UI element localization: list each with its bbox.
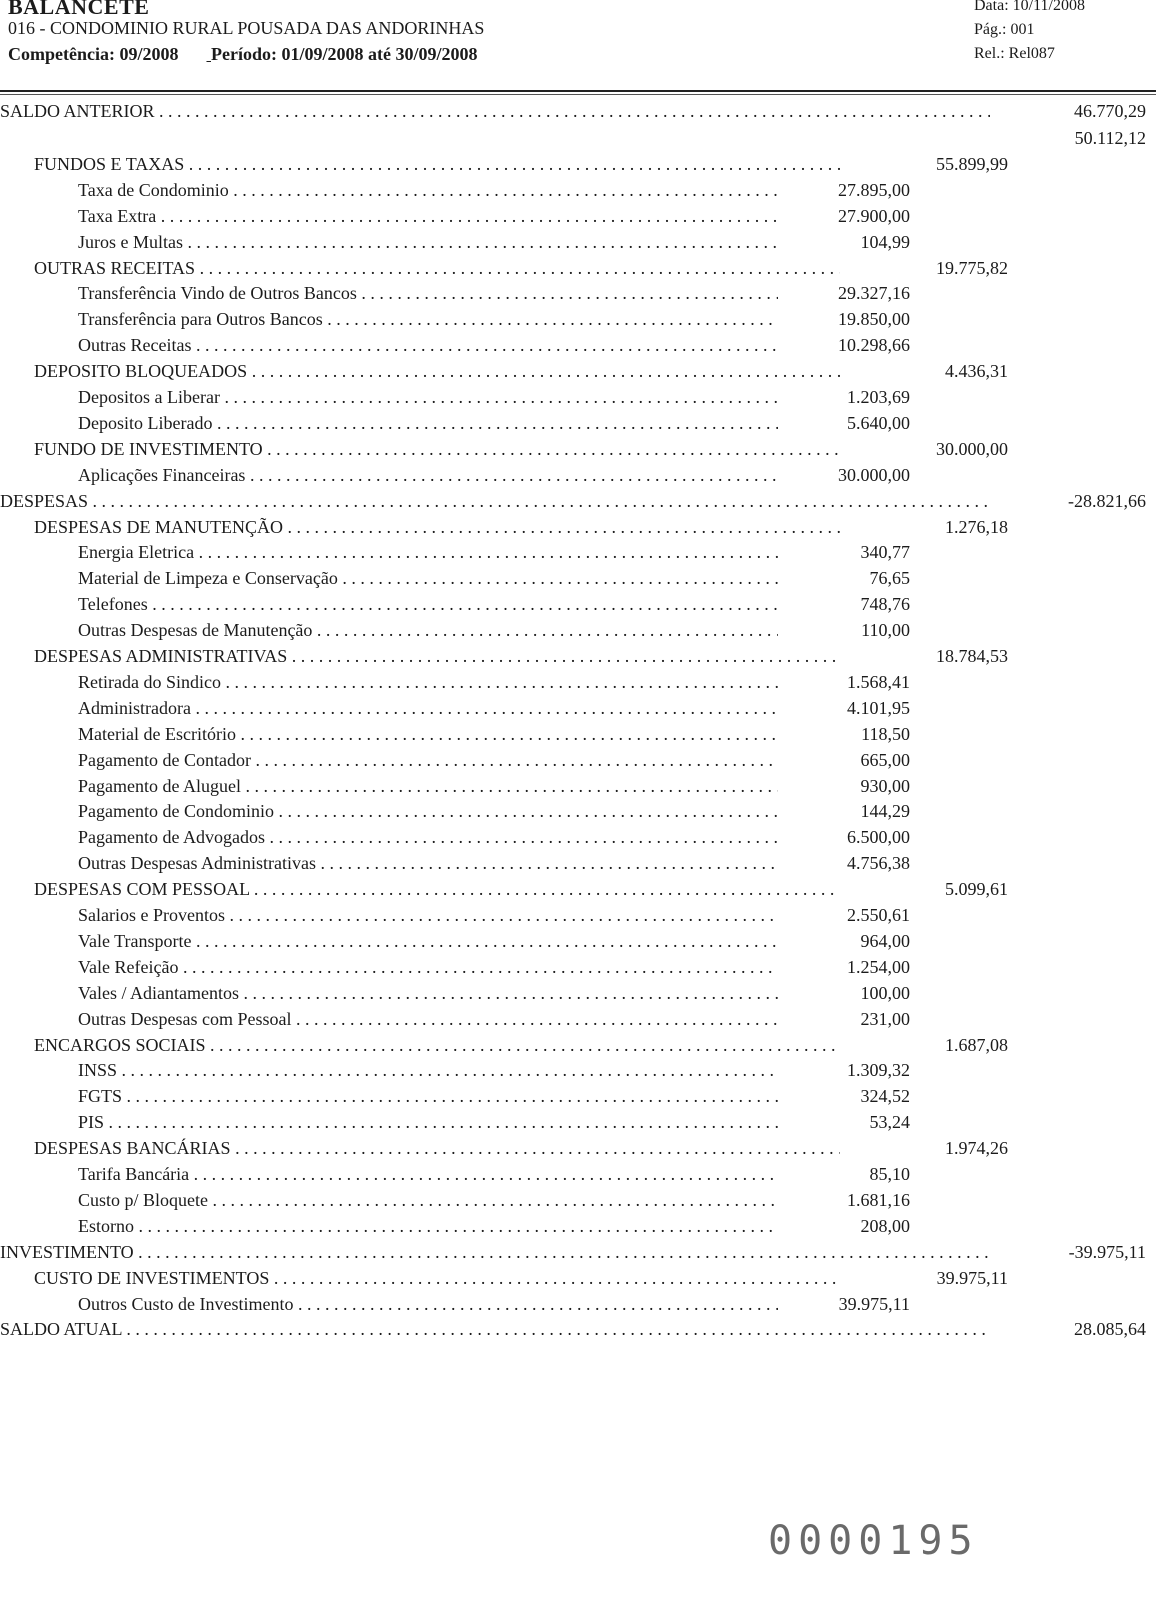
group-row — [0, 436, 1156, 462]
group-row — [0, 1135, 1156, 1161]
group-row — [0, 358, 1156, 384]
account-value: 1.276,18 — [945, 516, 1008, 537]
account-row — [0, 954, 1156, 980]
account-row — [0, 384, 1156, 410]
account-row — [0, 669, 1156, 695]
account-value: 10.298,66 — [838, 335, 910, 356]
account-label: Taxa Extra . . . — [78, 203, 778, 229]
account-value: 118,50 — [861, 723, 910, 744]
account-label: Retirada do Sindico . . . — [78, 669, 778, 695]
account-label: Transferência para Outros Bancos . . . — [78, 306, 778, 332]
page-stamp-number: 0000195 — [768, 1518, 979, 1564]
account-row — [0, 1006, 1156, 1032]
account-value: -39.975,11 — [1068, 1241, 1146, 1262]
account-row — [0, 1187, 1156, 1213]
account-row — [0, 798, 1156, 824]
account-label: Salarios e Proventos . . . — [78, 902, 778, 928]
account-label: Pagamento de Advogados . . . — [78, 824, 778, 850]
account-row — [0, 462, 1156, 488]
account-label: DESPESAS BANCÁRIAS . . . — [34, 1135, 840, 1161]
account-label: DESPESAS . . . — [0, 488, 990, 514]
account-label: Pagamento de Condominio . . . — [78, 798, 778, 824]
account-value: 1.687,08 — [945, 1034, 1008, 1055]
account-row — [0, 773, 1156, 799]
periodo-label: Período: 01/09/2008 até 30/09/2008 — [210, 44, 478, 64]
account-value: 39.975,11 — [936, 1267, 1008, 1288]
account-label: Vales / Adiantamentos . . . — [78, 980, 778, 1006]
account-value: 18.784,53 — [936, 646, 1008, 666]
account-row — [0, 280, 1156, 306]
account-label: FUNDO DE INVESTIMENTO . . . — [34, 436, 840, 462]
report-id: Rel.: Rel087 — [974, 45, 1055, 62]
account-label: OUTRAS RECEITAS . . . — [34, 255, 840, 281]
account-value: 340,77 — [860, 542, 910, 563]
account-value: 53,24 — [869, 1112, 910, 1133]
account-label: CUSTO DE INVESTIMENTOS . . . — [34, 1265, 840, 1291]
account-label: ENCARGOS SOCIAIS . . . — [34, 1032, 840, 1058]
account-value: 100,00 — [860, 982, 910, 1003]
account-row — [0, 591, 1156, 617]
account-label: Outras Receitas . . . — [78, 332, 778, 358]
account-row — [0, 902, 1156, 928]
account-value: 6.500,00 — [847, 827, 910, 848]
account-value: 1.203,69 — [847, 387, 910, 407]
group-row — [0, 876, 1156, 902]
group-row — [0, 514, 1156, 540]
account-label: Tarifa Bancária . . . — [78, 1161, 778, 1187]
account-row — [0, 539, 1156, 565]
account-row — [0, 824, 1156, 850]
account-row — [0, 177, 1156, 203]
account-label: Depositos a Liberar . . . — [78, 384, 778, 410]
account-label: DEPOSITO BLOQUEADOS . . . — [34, 358, 840, 384]
competencia-label: Competência: 09/2008 — [8, 44, 179, 64]
account-label: INSS . . . — [78, 1057, 778, 1083]
account-value: 4.436,31 — [945, 361, 1008, 382]
account-value: 1.681,16 — [847, 1189, 910, 1210]
account-row — [0, 1291, 1156, 1317]
account-label: Pagamento de Contador . . . — [78, 747, 778, 773]
account-label: Juros e Multas . . . — [78, 229, 778, 255]
account-label: SALDO ANTERIOR . . . — [0, 98, 990, 124]
account-value: 1.568,41 — [847, 671, 910, 692]
group-row — [0, 1265, 1156, 1291]
account-row — [0, 1161, 1156, 1187]
group-row — [0, 1032, 1156, 1058]
account-row — [0, 721, 1156, 747]
account-label: Deposito Liberado . . . — [78, 410, 778, 436]
account-value: 5.640,00 — [847, 412, 910, 433]
account-label: Telefones . . . — [78, 591, 778, 617]
account-label: Outras Despesas de Manutenção . . . — [78, 617, 778, 643]
account-value: 30.000,00 — [838, 464, 910, 485]
account-value: 748,76 — [860, 594, 910, 615]
account-value: 231,00 — [860, 1008, 910, 1029]
account-row — [0, 306, 1156, 332]
section-row — [0, 98, 1156, 124]
account-value: 19.775,82 — [936, 257, 1008, 278]
account-value: -28.821,66 — [1068, 490, 1146, 511]
account-value: 2.550,61 — [847, 905, 910, 925]
account-row — [0, 695, 1156, 721]
account-value: 930,00 — [860, 775, 910, 796]
section-row — [0, 1239, 1156, 1265]
account-label: DESPESAS DE MANUTENÇÃO . . . — [34, 514, 840, 540]
account-value: 665,00 — [860, 749, 910, 770]
group-row — [0, 151, 1156, 177]
report-date: Data: 10/11/2008 — [974, 0, 1085, 14]
account-value: 110,00 — [861, 620, 910, 641]
account-label: DESPESAS COM PESSOAL . . . — [34, 876, 840, 902]
account-row — [0, 747, 1156, 773]
account-value: 76,65 — [869, 568, 910, 589]
account-value: 1.309,32 — [847, 1060, 910, 1081]
account-value: 104,99 — [860, 231, 910, 252]
section-row — [0, 488, 1156, 514]
account-label: SALDO ATUAL . . . — [0, 1316, 990, 1342]
account-value: 27.895,00 — [838, 179, 910, 200]
account-row — [0, 1213, 1156, 1239]
account-label: Estorno . . . — [78, 1213, 778, 1239]
account-value: 5.099,61 — [945, 879, 1008, 900]
group-row — [0, 643, 1156, 669]
account-value: 29.327,16 — [838, 283, 910, 304]
account-value: 85,10 — [869, 1164, 910, 1184]
account-label: Energia Eletrica . . . — [78, 539, 778, 565]
account-label: Outras Despesas com Pessoal . . . — [78, 1006, 778, 1032]
account-value: 30.000,00 — [936, 438, 1008, 459]
report-title: BALANCETE — [8, 0, 150, 19]
account-row — [0, 850, 1156, 876]
account-value: 55.899,99 — [936, 153, 1008, 174]
account-row — [0, 203, 1156, 229]
account-label: Aplicações Financeiras . . . — [78, 462, 778, 488]
account-label: PIS . . . — [78, 1109, 778, 1135]
account-row — [0, 928, 1156, 954]
account-row — [0, 1109, 1156, 1135]
account-label: Taxa de Condominio . . . — [78, 177, 778, 203]
account-row — [0, 229, 1156, 255]
account-label: Administradora . . . — [78, 695, 778, 721]
account-label: FUNDOS E TAXAS . . . — [34, 151, 840, 177]
account-row — [0, 565, 1156, 591]
account-label: INVESTIMENTO . . . — [0, 1239, 990, 1265]
account-label: Pagamento de Aluguel . . . — [78, 773, 778, 799]
account-label: Outras Despesas Administrativas . . . — [78, 850, 778, 876]
account-value: 4.101,95 — [847, 697, 910, 718]
account-label: DESPESAS ADMINISTRATIVAS . . . — [34, 643, 840, 669]
account-value: 1.974,26 — [945, 1138, 1008, 1159]
account-value: 144,29 — [860, 801, 910, 822]
account-value: 46.770,29 — [1074, 101, 1146, 121]
account-row — [0, 332, 1156, 358]
account-label: Custo p/ Bloquete . . . — [78, 1187, 778, 1213]
account-label: Outros Custo de Investimento . . . — [78, 1291, 778, 1317]
account-row — [0, 617, 1156, 643]
secondary-total: 50.112,12 — [1074, 128, 1146, 148]
account-row — [0, 1083, 1156, 1109]
account-row — [0, 1057, 1156, 1083]
account-label: Vale Transporte . . . — [78, 928, 778, 954]
account-value: 324,52 — [860, 1086, 910, 1107]
account-value: 19.850,00 — [838, 309, 910, 330]
account-row — [0, 410, 1156, 436]
account-label: Transferência Vindo de Outros Bancos . . . — [78, 280, 778, 306]
company-name: 016 - CONDOMINIO RURAL POUSADA DAS ANDORINHAS — [8, 18, 485, 38]
account-label: Material de Escritório . . . — [78, 721, 778, 747]
account-row — [0, 980, 1156, 1006]
account-value: 39.975,11 — [838, 1293, 910, 1314]
account-value: 27.900,00 — [838, 205, 910, 226]
account-value: 208,00 — [860, 1215, 910, 1236]
account-value: 964,00 — [860, 930, 910, 951]
section-row — [0, 1316, 1156, 1342]
group-row — [0, 255, 1156, 281]
account-label: Material de Limpeza e Conservação . . . — [78, 565, 778, 591]
account-value: 1.254,00 — [847, 956, 910, 977]
account-label: FGTS . . . — [78, 1083, 778, 1109]
account-value: 28.085,64 — [1074, 1319, 1146, 1340]
account-label: Vale Refeição . . . — [78, 954, 778, 980]
account-value: 4.756,38 — [847, 853, 910, 874]
page-number: Pág.: 001 — [974, 21, 1035, 38]
